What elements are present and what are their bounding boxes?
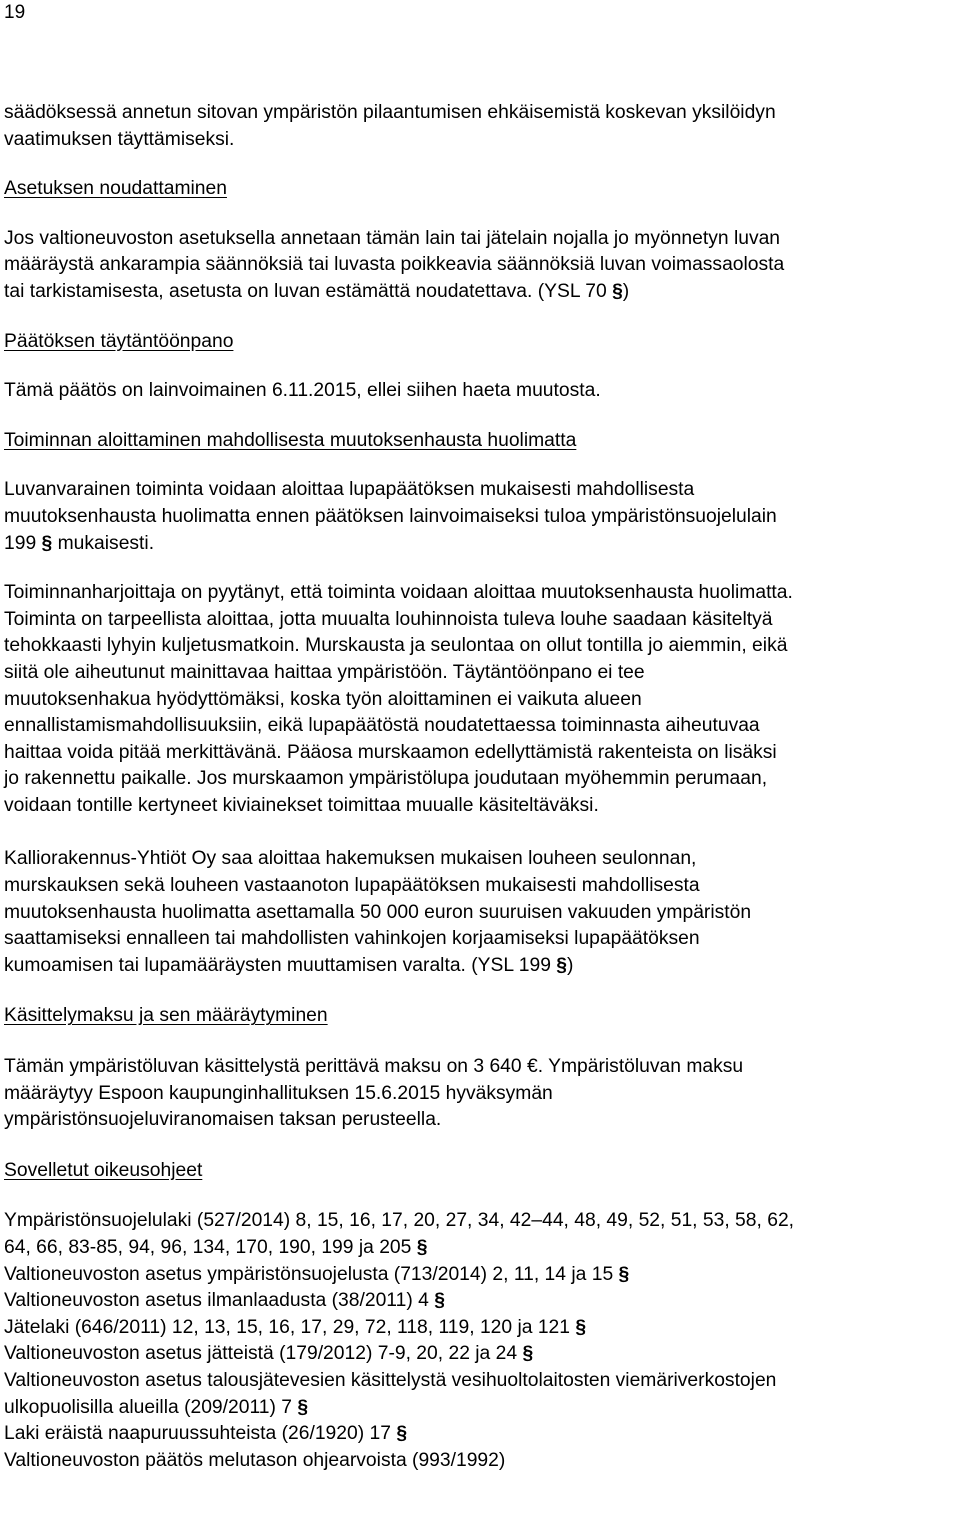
toiminnan-p3-line: saattamiseksi ennalleen tai mahdollisten vahinkojen korjaamiseksi lupapäätöksen [4, 928, 700, 950]
toiminnan-p3-line: murskauksen sekä louheen vastaanoton lupapäätöksen mukaisesti mahdollisesta [4, 875, 700, 897]
toiminnan-p3-line: kumoamisen tai lupamääräysten muuttamisen varalta. (YSL 199 §) [4, 954, 574, 976]
law-reference: 64, 66, 83-85, 94, 96, 134, 170, 190, 199 ja 205 § [4, 1237, 428, 1258]
section-sign-icon: § [618, 1263, 630, 1285]
law-reference: Laki eräistä naapuruussuhteista (26/1920) 17 § [4, 1423, 408, 1445]
intro-line-2: vaatimuksen täyttämiseksi. [4, 128, 235, 150]
section-sign-icon: § [416, 1237, 428, 1258]
law-reference: Valtioneuvoston päätös melutason ohjearvoista (993/1992) [4, 1449, 506, 1471]
law-reference: Valtioneuvoston asetus ilmanlaadusta (38/2011) 4 § [4, 1290, 445, 1312]
toiminnan-p2-line: tehokkaasti lyhyin kuljetusmatkoin. Murskausta ja seulontaa on ollut tontilla jo aiemmin, eikä [4, 635, 788, 657]
heading-toiminnan-aloittaminen: Toiminnan aloittaminen mahdollisesta muutoksenhausta huolimatta [4, 429, 577, 451]
document-body [4, 100, 960, 1474]
toiminnan-p2-line: muutoksenhakua hyödyttömäksi, koska työn aloittaminen ei vaikuta alueen [4, 688, 642, 710]
toiminnan-p2-line: haittaa voida pitää merkittävänä. Pääosa murskaamon edellyttämistä rakenteista on lisäksi [4, 741, 777, 763]
toiminnan-p2-line: voidaan tontille kertyneet kiviainekset toimittaa muualle käsiteltäväksi. [4, 794, 599, 816]
toiminnan-p1-line-3: 199 § mukaisesti. [4, 532, 155, 554]
section-sign-icon: § [41, 532, 53, 554]
asetus-line-1: Jos valtioneuvoston asetuksella annetaan tämän lain tai jätelain nojalla jo myönnetyn luvan [4, 227, 781, 249]
heading-sovelletut-oikeusohjeet: Sovelletut oikeusohjeet [4, 1159, 203, 1181]
toiminnan-p3-line: Kalliorakennus-Yhtiöt Oy saa aloittaa hakemuksen mukaisen louheen seulonnan, [4, 848, 697, 870]
laws-list [4, 1208, 960, 1474]
section-sign-icon: § [434, 1290, 445, 1312]
section-sign-icon: § [612, 280, 623, 302]
law-reference: ulkopuolisilla alueilla (209/2011) 7 § [4, 1396, 309, 1418]
toiminnan-p2 [4, 580, 960, 819]
toiminnan-p3-line: muutoksenhausta huolimatta asettamalla 50 000 euron suuruisen vakuuden ympäristön [4, 901, 752, 923]
law-reference: Valtioneuvoston asetus ympäristönsuojelusta (713/2014) 2, 11, 14 ja 15 § [4, 1263, 630, 1285]
heading-asetuksen-noudattaminen: Asetuksen noudattaminen [4, 178, 227, 200]
section-sign-icon: § [522, 1343, 534, 1365]
toiminnan-p2-line: Toiminta on tarpeellista aloittaa, jotta muualta louhinnoista tuleva louhe saadaan käsiteltyä [4, 608, 773, 630]
page-number: 19 [4, 2, 26, 23]
toiminnan-p3 [4, 846, 960, 979]
section-sign-icon: § [297, 1396, 309, 1418]
law-reference: Jätelaki (646/2011) 12, 13, 15, 16, 17, 29, 72, 118, 119, 120 ja 121 § [4, 1316, 587, 1338]
section-sign-icon: § [396, 1423, 408, 1445]
toiminnan-p1-line-2: muutoksenhausta huolimatta ennen päätöksen lainvoimaiseksi tuloa ympäristönsuojelulain [4, 505, 777, 527]
section-sign-icon: § [575, 1316, 587, 1338]
heading-paatoksen-taytantoonpano: Päätöksen täytäntöönpano [4, 330, 234, 352]
toiminnan-p2-line: Toiminnanharjoittaja on pyytänyt, että toiminta voidaan aloittaa muutoksenhausta huolimatta. [4, 582, 793, 604]
toiminnan-p1-line-1: Luvanvarainen toiminta voidaan aloittaa lupapäätöksen mukaisesti mahdollisesta [4, 479, 695, 501]
toiminnan-p2-line: ennallistamismahdollisuuksiin, eikä lupapäätöstä noudatettaessa toiminnasta aiheutuvaa [4, 715, 760, 737]
kasittelymaksu-line-3: ympäristönsuojeluviranomaisen taksan perusteella. [4, 1109, 442, 1131]
intro-line-1: säädöksessä annetun sitovan ympäristön pilaantumisen ehkäisemistä koskevan yksilöidyn [4, 102, 776, 123]
euro-sign-icon: € [527, 1056, 538, 1078]
asetus-line-3: tai tarkistamisesta, asetusta on luvan estämättä noudatettava. (YSL 70 §) [4, 280, 630, 302]
section-sign-icon: § [556, 954, 568, 976]
kasittelymaksu-line-2: määräytyy Espoon kaupunginhallituksen 15.6.2015 hyväksymän [4, 1082, 553, 1104]
law-reference: Valtioneuvoston asetus jätteistä (179/2012) 7-9, 20, 22 ja 24 § [4, 1343, 534, 1365]
asetus-line-2: määräystä ankarampia säännöksiä tai luvasta poikkeavia säännöksiä luvan voimassaolosta [4, 254, 785, 276]
toiminnan-p2-line: siitä ole aiheutunut mainittavaa haittaa ympäristöön. Täytäntöönpano ei tee [4, 661, 645, 683]
law-reference: Ympäristönsuojelulaki (527/2014) 8, 15, 16, 17, 20, 27, 34, 42–44, 48, 49, 52, 51, 53, 58, 62, [4, 1210, 795, 1232]
law-reference: Valtioneuvoston asetus talousjätevesien käsittelystä vesihuoltolaitosten viemäriverkostojen [4, 1369, 777, 1391]
heading-kasittelymaksu: Käsittelymaksu ja sen määräytyminen [4, 1005, 328, 1027]
kasittelymaksu-line-1: Tämän ympäristöluvan käsittelystä perittävä maksu on 3 640 €. Ympäristöluvan maksu [4, 1056, 744, 1078]
taytantoonpano-text: Tämä päätös on lainvoimainen 6.11.2015, ellei siihen haeta muutosta. [4, 380, 601, 402]
toiminnan-p2-line: jo rakennettu paikalle. Jos murskaamon ympäristölupa joudutaan myöhemmin perumaan, [4, 768, 768, 790]
